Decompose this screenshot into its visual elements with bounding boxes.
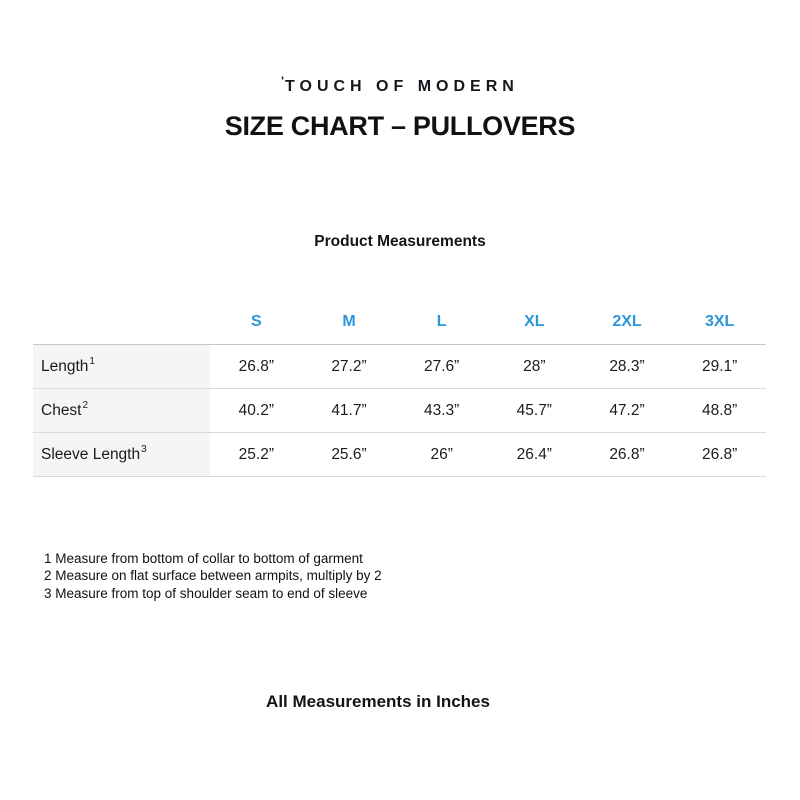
- footer-note: All Measurements in Inches: [266, 692, 490, 711]
- table-cell: 28”: [523, 357, 546, 375]
- table-cell: 26”: [430, 445, 453, 463]
- row-label-text: Chest: [41, 401, 82, 419]
- footnotes-block: [44, 550, 382, 602]
- column-header-xl: XL: [524, 313, 545, 330]
- table-cell: 40.2”: [238, 401, 274, 419]
- row-label-chest: Chest $^2$: [33, 389, 210, 432]
- table-row-length: [33, 345, 766, 389]
- table-cell: 26.8”: [701, 445, 738, 463]
- logo-text: TOUCH OF MODERN: [285, 78, 519, 95]
- footnote-line-3: 3 Measure from top of shoulder seam to end of sleeve: [44, 585, 368, 601]
- table-cell: 27.6”: [423, 357, 460, 375]
- table-cell: 45.7”: [516, 401, 552, 419]
- column-header-l: L: [436, 313, 447, 330]
- table-caption: Product Measurements: [314, 233, 486, 250]
- size-table: [33, 300, 766, 477]
- table-cell: 26.8”: [238, 357, 274, 375]
- column-header-2xl: 2XL: [612, 313, 642, 330]
- column-header-3xl: 3XL: [704, 313, 735, 330]
- table-cell: 47.2”: [609, 401, 645, 419]
- column-header-m: M: [342, 313, 356, 330]
- header-spacer-cell: [33, 300, 210, 344]
- table-cell: 25.6”: [331, 445, 367, 463]
- page-title: SIZE CHART – PULLOVERS: [224, 111, 576, 141]
- row-label-length: Length $^1$: [33, 345, 210, 388]
- row-label-sleeve-length: Sleeve Length $^3$: [33, 433, 210, 476]
- brand-logo: [0, 74, 800, 96]
- table-cell: 25.2”: [238, 445, 274, 463]
- footnote-line-1: 1 Measure from bottom of collar to bottom of garment: [44, 551, 363, 566]
- row-label-text: Length: [41, 357, 89, 375]
- table-row-chest: [33, 389, 766, 433]
- column-header-s: S: [250, 313, 262, 330]
- footnote-line-2: 2 Measure on flat surface between armpits, multiply by 2: [44, 568, 382, 584]
- row-label-text: Sleeve Length: [41, 445, 141, 463]
- table-cell: 29.1”: [701, 357, 738, 375]
- table-cell: 41.7”: [331, 401, 367, 419]
- table-cell: 26.4”: [516, 445, 552, 463]
- table-header-row: [33, 300, 766, 345]
- table-row-sleeve-length: [33, 433, 766, 477]
- logo-tick-mark: ': [281, 74, 286, 88]
- table-cell: 43.3”: [423, 401, 460, 419]
- table-cell: 48.8”: [701, 401, 738, 419]
- table-cell: 26.8”: [609, 445, 645, 463]
- table-cell: 28.3”: [609, 357, 645, 375]
- table-cell: 27.2”: [331, 357, 367, 375]
